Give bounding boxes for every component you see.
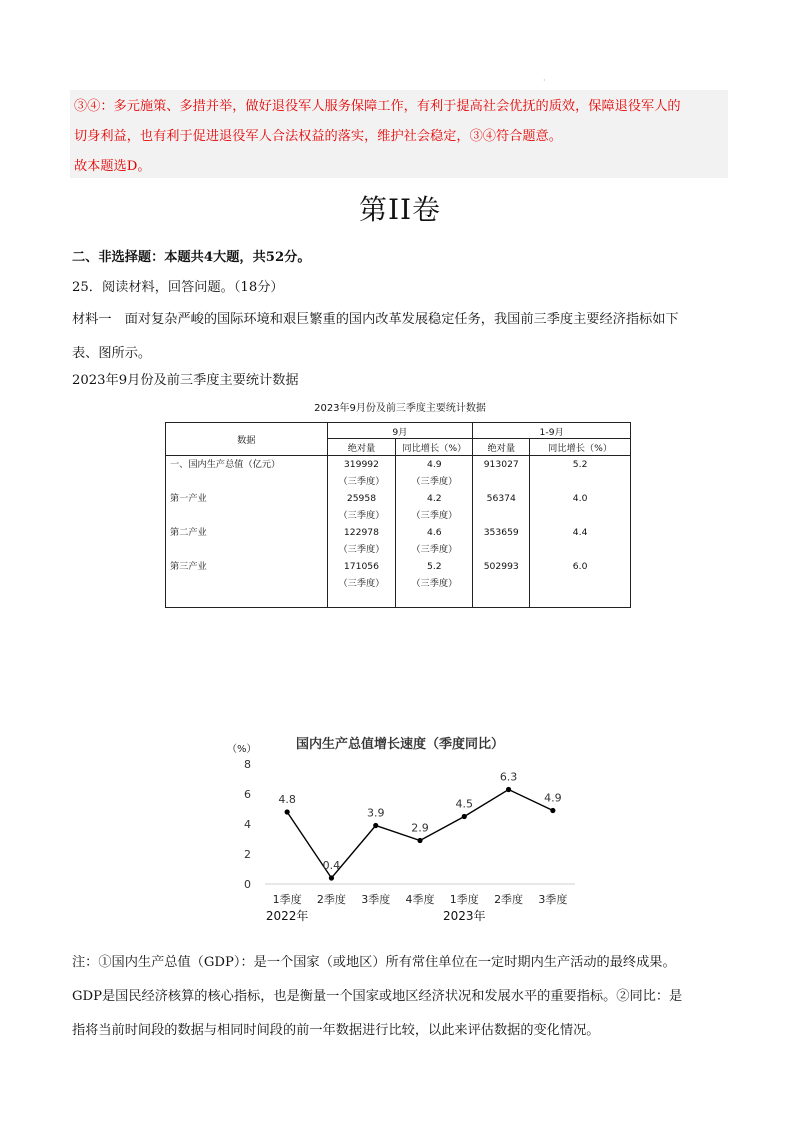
data-label: 4.8 — [278, 793, 296, 806]
x-tick-label: 4季度 — [405, 893, 435, 906]
section-heading: 二、非选择题：本题共4大题，共52分。 — [72, 250, 311, 265]
header-data: 数据 — [166, 423, 328, 456]
y-tick-label: 4 — [244, 818, 251, 831]
material-one — [72, 303, 732, 371]
y-tick-label: 2 — [244, 848, 251, 861]
data-label: 3.9 — [366, 806, 385, 820]
cell-sep-yoy: 4.6 （三季度） — [396, 524, 473, 558]
x-tick-label: 3季度 — [361, 893, 391, 906]
statistics-table — [165, 422, 631, 608]
year-label: 2022年 — [265, 909, 309, 923]
page-mark: · — [543, 76, 546, 85]
cell-sep-abs: 319992 （三季度） — [327, 456, 396, 491]
cell-ytd-abs: 56374 — [473, 490, 530, 524]
subheader-absolute: 绝对量 — [473, 439, 530, 456]
answer-explanation-box — [70, 90, 728, 178]
data-point — [462, 814, 467, 819]
x-tick-label: 2季度 — [316, 893, 346, 906]
footnote — [72, 946, 732, 1048]
answer-line: 切身利益，也有利于促进退役军人合法权益的落实，维护社会稳定，③④符合题意。 — [74, 129, 562, 144]
row-label: 第三产业 — [166, 558, 328, 592]
cell-ytd-yoy: 6.0 — [530, 558, 631, 592]
material-line: 材料一 面对复杂严峻的国际环境和艰巨繁重的国内改革发展稳定任务，我国前三季度主要经济指标如下 — [72, 312, 679, 327]
y-tick-label: 6 — [244, 788, 251, 801]
data-point — [550, 808, 555, 813]
data-point — [285, 809, 290, 814]
note-line: 注：①国内生产总值（GDP）：是一个国家（或地区）所有常住单位在一定时期内生产活动的最终成果。 — [72, 955, 676, 970]
gdp-growth-chart — [215, 728, 595, 928]
cell-ytd-abs: 502993 — [473, 558, 530, 592]
chart-y-unit: （%） — [227, 744, 257, 755]
subheader-yoy: 同比增长（%） — [396, 439, 473, 456]
data-point — [417, 838, 422, 843]
cell-sep-abs: 171056 （三季度） — [327, 558, 396, 592]
cell-ytd-abs: 913027 — [473, 456, 530, 491]
x-tick-label: 3季度 — [538, 893, 568, 906]
row-label: 一、国内生产总值（亿元） — [166, 456, 328, 491]
answer-line: ③④：多元施策、多措并举，做好退役军人服务保障工作，有利于提高社会优抚的质效，保障退役军人的 — [74, 99, 681, 114]
year-label: 2023年 — [443, 909, 486, 923]
x-tick-label: 1季度 — [449, 893, 479, 906]
row-label: 第二产业 — [166, 524, 328, 558]
answer-line: 故本题选D。 — [74, 159, 151, 174]
note-line: GDP是国民经济核算的核心指标，也是衡量一个国家或地区经济状况和发展水平的重要指标。②同比：是 — [72, 989, 683, 1004]
data-point — [329, 875, 334, 880]
data-label: 4.9 — [544, 791, 562, 805]
table-row — [166, 490, 631, 524]
table-row — [166, 524, 631, 558]
cell-sep-yoy: 4.2 （三季度） — [396, 490, 473, 524]
cell-sep-yoy: 5.2 （三季度） — [396, 558, 473, 592]
cell-sep-abs: 25958 （三季度） — [327, 490, 396, 524]
subheader-yoy: 同比增长（%） — [530, 439, 631, 456]
y-tick-label: 8 — [244, 758, 251, 771]
cell-sep-yoy: 4.9 （三季度） — [396, 456, 473, 491]
data-label: 2.9 — [411, 821, 429, 835]
y-tick-label: 0 — [244, 878, 251, 891]
cell-ytd-yoy: 5.2 — [530, 456, 631, 491]
cell-ytd-yoy: 4.4 — [530, 524, 631, 558]
question-number: 25．阅读材料，回答问题。（18分） — [72, 280, 284, 295]
chart-title: 国内生产总值增长速度（季度同比） — [295, 737, 505, 752]
row-label: 第一产业 — [166, 490, 328, 524]
table-row — [166, 558, 631, 592]
note-line: 指将当前时间段的数据与相同时间段的前一年数据进行比较，以此来评估数据的变化情况。 — [72, 1023, 600, 1038]
cell-sep-abs: 122978 （三季度） — [327, 524, 396, 558]
header-jan-sep: 1-9月 — [473, 423, 631, 439]
cell-ytd-abs: 353659 — [473, 524, 530, 558]
material-line: 表、图所示。 — [72, 346, 152, 361]
data-point — [506, 787, 511, 792]
table-row — [166, 456, 631, 491]
part-title: 第II卷 — [358, 193, 442, 226]
table-caption: 2023年9月份及前三季度主要统计数据 — [314, 403, 486, 414]
cell-ytd-yoy: 4.0 — [530, 490, 631, 524]
x-tick-label: 2季度 — [494, 893, 524, 906]
subheader-absolute: 绝对量 — [327, 439, 396, 456]
data-label: 0.4 — [322, 859, 341, 872]
table-caption-text: 2023年9月份及前三季度主要统计数据 — [72, 373, 299, 388]
data-label: 4.5 — [455, 797, 474, 811]
header-september: 9月 — [327, 423, 473, 439]
x-tick-label: 1季度 — [272, 893, 302, 906]
data-label: 6.3 — [499, 770, 518, 784]
data-point — [373, 823, 378, 828]
